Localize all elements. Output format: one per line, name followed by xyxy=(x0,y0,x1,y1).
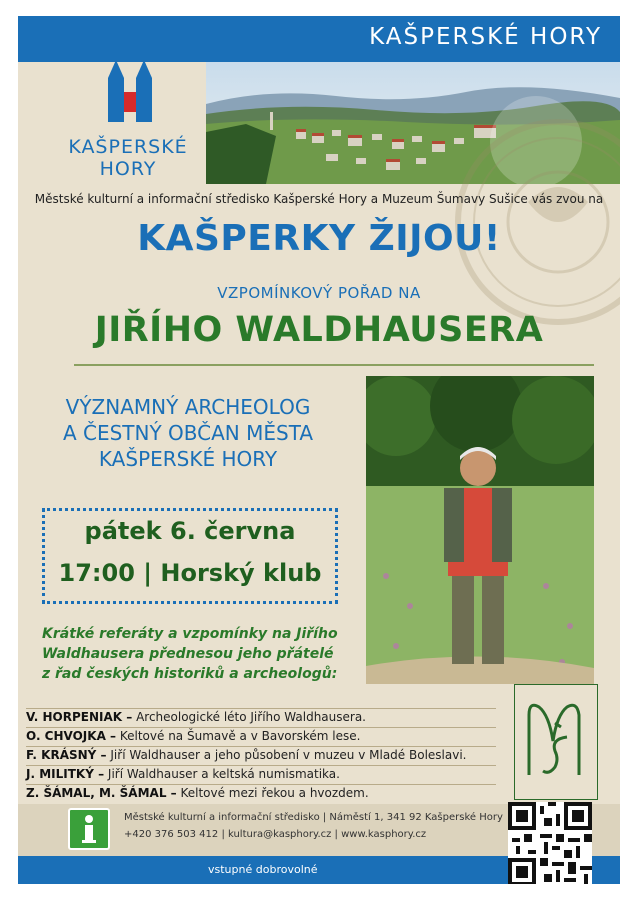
speaker-topic: Keltové mezi řekou a hvozdem. xyxy=(180,786,369,800)
speaker-divider xyxy=(26,746,496,747)
honoree-description xyxy=(18,394,358,472)
logo-line-2: HORY xyxy=(99,158,157,180)
speaker-name: J. MILITKÝ – xyxy=(26,767,105,781)
intro-line-1: Krátké referáty a vzpomínky na Jiřího xyxy=(42,626,338,642)
speaker-item xyxy=(26,710,496,727)
event-date: pátek 6. června xyxy=(84,517,296,545)
speaker-divider xyxy=(26,765,496,766)
castle-logo-icon xyxy=(106,58,154,128)
speaker-item xyxy=(26,786,496,803)
logo-line-1: KAŠPERSKÉ xyxy=(68,136,188,158)
intro-line-2: Waldhausera přednesou jeho přátelé xyxy=(42,646,334,662)
intro-line-3: z řad českých historiků a archeologů: xyxy=(42,666,338,682)
speaker-divider xyxy=(26,708,496,709)
speaker-item xyxy=(26,729,496,746)
honoree-name: JIŘÍHO WALDHAUSERA xyxy=(94,310,544,350)
info-i-icon xyxy=(68,808,110,850)
speaker-divider xyxy=(26,727,496,728)
speaker-name: F. KRÁSNÝ – xyxy=(26,748,107,762)
title-divider xyxy=(74,364,594,366)
description-line-1: VÝZNAMNÝ ARCHEOLOG xyxy=(65,395,311,419)
speaker-divider xyxy=(26,784,496,785)
town-header-title: KAŠPERSKÉ HORY xyxy=(369,24,602,50)
description-line-2: A ČESTNÝ OBČAN MĚSTA xyxy=(62,421,314,445)
event-date-box xyxy=(42,508,338,604)
qr-code-icon xyxy=(508,802,592,884)
speaker-topic: Keltové na Šumavě a v Bavorském lese. xyxy=(119,729,361,743)
speaker-topic: Jiří Waldhauser a jeho působení v muzeu v Mladé Boleslavi. xyxy=(110,748,467,762)
kasperske-hory-logo xyxy=(58,52,198,192)
museum-logo xyxy=(514,684,598,800)
poster-frame xyxy=(18,16,620,884)
speaker-item xyxy=(26,767,496,784)
speaker-name: Z. ŠÁMAL, M. ŠÁMAL – xyxy=(26,786,177,800)
speaker-list xyxy=(26,708,496,803)
event-title: KAŠPERKY ŽIJOU! xyxy=(137,218,501,259)
speaker-name: V. HORPENIAK – xyxy=(26,710,133,724)
info-contacts: +420 376 503 412 | kultura@kasphory.cz | www.kasphory.cz xyxy=(124,829,427,840)
description-line-3: KAŠPERSKÉ HORY xyxy=(98,447,278,471)
event-subtitle: VZPOMÍNKOVÝ POŘAD NA xyxy=(217,284,421,302)
speaker-topic: Jiří Waldhauser a keltská numismatika. xyxy=(107,767,340,781)
invitation-text: Městské kulturní a informační středisko Kašperské Hory a Muzeum Šumavy Sušice vás zvou na xyxy=(34,192,604,206)
speaker-name: O. CHVOJKA – xyxy=(26,729,117,743)
speaker-item xyxy=(26,748,496,765)
info-address: Městské kulturní a informační středisko | Náměstí 1, 341 92 Kašperské Hory xyxy=(124,812,503,823)
program-intro xyxy=(42,624,352,684)
event-time-place: 17:00 | Horský klub xyxy=(58,559,322,587)
honoree-portrait-photo xyxy=(366,376,594,684)
museum-ms-icon xyxy=(515,685,596,798)
admission-text: vstupné dobrovolné xyxy=(208,863,318,876)
speaker-topic: Archeologické léto Jiřího Waldhausera. xyxy=(136,710,366,724)
